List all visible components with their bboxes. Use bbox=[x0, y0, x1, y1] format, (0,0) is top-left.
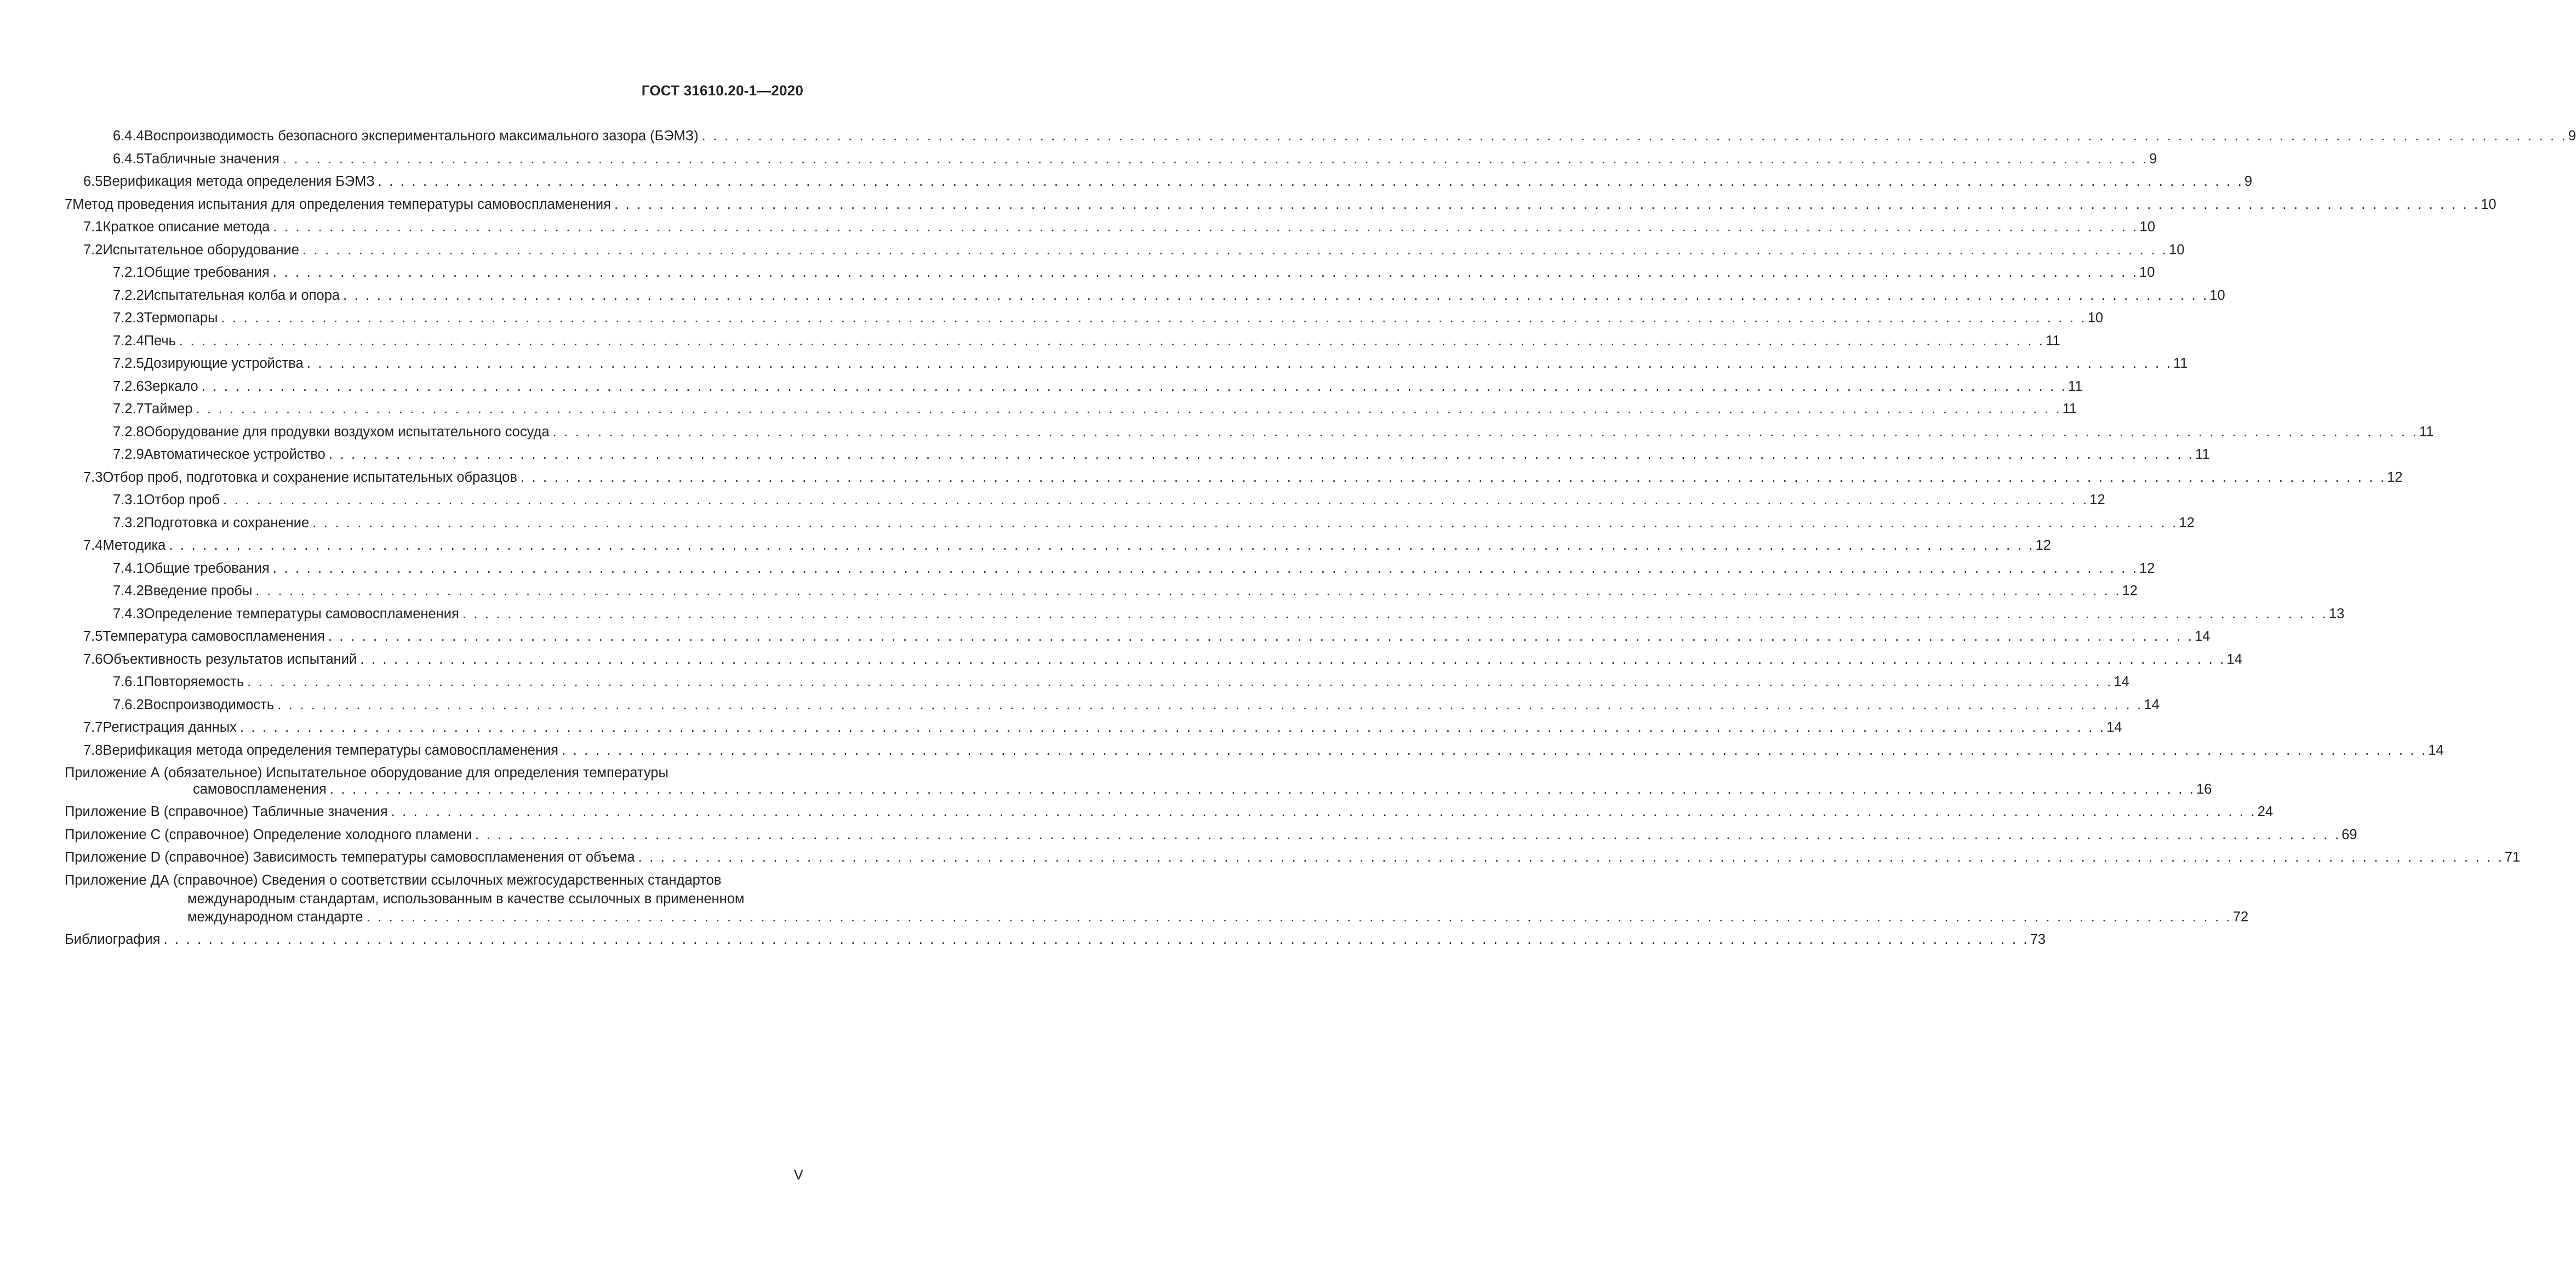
toc-page-number: 11 bbox=[2067, 378, 2083, 394]
toc-entry[interactable] bbox=[65, 694, 2160, 717]
toc-page-number: 14 bbox=[2428, 742, 2444, 758]
toc-entry[interactable] bbox=[65, 193, 2497, 216]
toc-entry-title: Отбор проб bbox=[144, 492, 220, 508]
toc-entry[interactable] bbox=[65, 534, 2051, 557]
toc-entry[interactable] bbox=[65, 352, 2188, 375]
toc-appendix-da[interactable] bbox=[65, 869, 2249, 926]
toc-entry-number: 7.6.1 bbox=[113, 674, 144, 690]
toc-appendix-d-title: Приложение D (справочное) Зависимость температуры самовоспламенения от объема bbox=[65, 850, 635, 865]
toc-leader-dots bbox=[378, 170, 2243, 193]
toc-page-number: 9 bbox=[2568, 128, 2576, 144]
toc-entry-number: 7.6 bbox=[83, 651, 103, 667]
toc-leader-dots bbox=[343, 284, 2208, 307]
toc-page-number: 10 bbox=[2209, 287, 2225, 303]
toc-entry-number: 7.3 bbox=[83, 469, 103, 485]
toc-entry[interactable] bbox=[65, 443, 2210, 466]
toc-page-number: 12 bbox=[2089, 492, 2105, 508]
toc-leader-dots bbox=[329, 443, 2194, 466]
toc-entry-title: Верификация метода определения температуры самовоспламенения bbox=[102, 742, 558, 758]
toc-page-number: 12 bbox=[2122, 583, 2138, 599]
toc-appendix-da-title-line3: международном стандарте bbox=[187, 909, 363, 925]
standard-code: ГОСТ 31610.20-1—2020 bbox=[641, 82, 803, 99]
toc-leader-dots bbox=[277, 694, 2143, 717]
toc-page-number: 10 bbox=[2139, 265, 2155, 280]
toc-appendix-da-title-line1: Приложение ДА (справочное) Сведения о соответствии ссылочных межгосударственных стандартов bbox=[65, 872, 722, 888]
toc-page-number: 24 bbox=[2257, 804, 2274, 819]
toc-leader-dots bbox=[638, 846, 2504, 869]
toc-page-number: 10 bbox=[2169, 242, 2185, 258]
toc-entry-title: Печь bbox=[144, 333, 176, 349]
toc-entry-title: Воспроизводимость безопасного экспериментального максимального зазора (БЭМЗ) bbox=[144, 128, 699, 144]
toc-leader-dots bbox=[240, 716, 2105, 739]
toc-entry-number: 6.4.4 bbox=[113, 128, 144, 144]
toc-entry[interactable] bbox=[65, 148, 2157, 171]
toc-entry-title: Краткое описание метода bbox=[102, 219, 270, 235]
toc-leader-dots bbox=[255, 580, 2121, 603]
toc-entry-title: Введение пробы bbox=[144, 583, 253, 599]
toc-entry-number: 7.6.2 bbox=[113, 697, 144, 713]
toc-page-number: 12 bbox=[2387, 469, 2403, 485]
toc-page-number: 10 bbox=[2481, 196, 2497, 212]
toc-entry-number: 6.4.5 bbox=[113, 151, 144, 167]
toc-entry-number: 7.2.1 bbox=[113, 265, 144, 280]
toc-entry-number: 7.2 bbox=[83, 242, 103, 258]
toc-page-number: 11 bbox=[2046, 333, 2060, 349]
toc-entry-number: 7.3.1 bbox=[113, 492, 144, 508]
toc-entry-number: 7 bbox=[65, 196, 73, 212]
page-number-roman: V bbox=[793, 1166, 803, 1183]
toc-page-number: 10 bbox=[2087, 310, 2104, 326]
toc-entry-title: Общие требования bbox=[144, 560, 270, 576]
toc-leader-dots bbox=[462, 603, 2328, 626]
toc-entry-number: 7.2.8 bbox=[113, 424, 144, 440]
toc-entry[interactable] bbox=[65, 421, 2434, 444]
toc-entry[interactable] bbox=[65, 580, 2138, 603]
toc-leader-dots bbox=[247, 671, 2112, 694]
toc-leader-dots bbox=[273, 557, 2138, 580]
toc-entry-title: Термопары bbox=[144, 310, 218, 326]
toc-leader-dots bbox=[614, 193, 2480, 216]
toc-entry[interactable] bbox=[65, 716, 2122, 739]
toc-leader-dots bbox=[169, 534, 2034, 557]
toc-entry-number: 7.2.7 bbox=[113, 401, 144, 417]
toc-entry[interactable] bbox=[65, 466, 2403, 489]
toc-appendix-a-title-line1: Приложение А (обязательное) Испытательное оборудование для определения температуры bbox=[65, 765, 669, 780]
toc-entry-title: Регистрация данных bbox=[102, 720, 237, 735]
toc-page-number: 72 bbox=[2232, 909, 2249, 925]
toc-page-number: 14 bbox=[2144, 697, 2160, 713]
toc-rows bbox=[65, 125, 2576, 762]
toc-entry-number: 7.2.9 bbox=[113, 447, 144, 462]
toc-leader-dots bbox=[391, 801, 2257, 824]
toc-entry-title: Испытательное оборудование bbox=[102, 242, 299, 258]
toc-leader-dots bbox=[475, 824, 2340, 847]
toc-entry-title: Объективность результатов испытаний bbox=[102, 651, 357, 667]
toc-appendix-a[interactable] bbox=[65, 762, 2212, 801]
toc-entry[interactable] bbox=[65, 170, 2253, 193]
toc-entry[interactable] bbox=[65, 671, 2129, 694]
toc-entry[interactable] bbox=[65, 216, 2156, 239]
toc-leader-dots bbox=[312, 512, 2178, 535]
toc-entry-number: 7.7 bbox=[83, 720, 103, 735]
toc-page-number: 71 bbox=[2504, 850, 2521, 865]
toc-leader-dots bbox=[553, 421, 2418, 444]
toc-entry-title: Зеркало bbox=[144, 378, 198, 394]
toc-entry-title: Таймер bbox=[144, 401, 193, 417]
toc-page-number: 14 bbox=[2106, 720, 2122, 735]
toc-entry-number: 7.4.2 bbox=[113, 583, 144, 599]
toc-page-number: 14 bbox=[2195, 629, 2211, 644]
toc-leader-dots bbox=[273, 216, 2138, 239]
toc-appendix-da-title-line2: международным стандартам, использованным в качестве ссылочных в примененном bbox=[187, 891, 745, 907]
toc-entry-title: Оборудование для продувки воздухом испытательного сосуда bbox=[144, 424, 550, 440]
toc-entry[interactable] bbox=[65, 261, 2155, 284]
toc-entry[interactable] bbox=[65, 125, 2576, 148]
toc-page-number: 73 bbox=[2030, 931, 2046, 947]
toc-leader-dots bbox=[328, 625, 2194, 648]
toc-page-number: 69 bbox=[2341, 827, 2357, 842]
toc-entry-title: Дозирующие устройства bbox=[144, 356, 304, 371]
toc-entry-number: 7.2.5 bbox=[113, 356, 144, 371]
toc-entry-title: Отбор проб, подготовка и сохранение испытательных образцов bbox=[102, 469, 517, 485]
toc-appendix-a-title-line2: самовоспламенения bbox=[193, 781, 327, 797]
toc-bibliography-title: Библиография bbox=[65, 931, 161, 947]
toc-appendix-b-title: Приложение В (справочное) Табличные значения bbox=[65, 804, 388, 819]
toc-entry[interactable] bbox=[65, 375, 2083, 398]
table-of-contents bbox=[65, 125, 2576, 951]
toc-leader-dots bbox=[360, 648, 2225, 671]
toc-entry[interactable] bbox=[65, 489, 2105, 512]
toc-entry-number: 6.5 bbox=[83, 174, 103, 189]
toc-leader-dots bbox=[562, 739, 2427, 762]
toc-entry[interactable] bbox=[65, 398, 2077, 421]
toc-entry-title: Температура самовоспламенения bbox=[102, 629, 325, 644]
toc-page-number: 9 bbox=[2244, 174, 2253, 189]
toc-entry-number: 7.3.2 bbox=[113, 515, 144, 531]
toc-entry-number: 7.1 bbox=[83, 219, 103, 235]
toc-page-number: 9 bbox=[2149, 151, 2157, 167]
toc-entry[interactable] bbox=[65, 739, 2444, 762]
toc-page-number: 12 bbox=[2035, 538, 2051, 553]
toc-entry-title: Метод проведения испытания для определения температуры самовоспламенения bbox=[72, 196, 611, 212]
toc-entry[interactable] bbox=[65, 330, 2060, 353]
toc-entry[interactable] bbox=[65, 557, 2155, 580]
toc-entry-title: Общие требования bbox=[144, 265, 270, 280]
toc-entry-number: 7.2.6 bbox=[113, 378, 144, 394]
toc-entry-title: Воспроизводимость bbox=[144, 697, 275, 713]
toc-entry-title: Методика bbox=[102, 538, 166, 553]
toc-entry-title: Повторяемость bbox=[144, 674, 244, 690]
toc-page-number: 16 bbox=[2196, 781, 2212, 797]
toc-entry[interactable] bbox=[65, 239, 2185, 262]
toc-appendix-b[interactable] bbox=[65, 801, 2274, 824]
toc-leader-dots bbox=[179, 330, 2044, 353]
toc-entry-title: Подготовка и сохранение bbox=[144, 515, 310, 531]
toc-page-number: 13 bbox=[2329, 606, 2345, 622]
toc-page-number: 12 bbox=[2179, 515, 2195, 531]
toc-page-number: 12 bbox=[2139, 560, 2155, 576]
toc-leader-dots bbox=[163, 928, 2029, 951]
toc-page-number: 14 bbox=[2114, 674, 2129, 690]
toc-leader-dots bbox=[330, 778, 2195, 801]
toc-page-number: 14 bbox=[2226, 651, 2242, 667]
toc-bibliography[interactable] bbox=[65, 928, 2046, 951]
toc-entry-title: Испытательная колба и опора bbox=[144, 287, 340, 303]
toc-entry[interactable] bbox=[65, 648, 2242, 671]
toc-entry-title: Определение температуры самовоспламенения bbox=[144, 606, 459, 622]
toc-entry-number: 7.4 bbox=[83, 538, 103, 553]
toc-page-number: 10 bbox=[2139, 219, 2156, 235]
toc-entry-number: 7.8 bbox=[83, 742, 103, 758]
toc-page-number: 11 bbox=[2062, 401, 2077, 417]
toc-entry-number: 7.4.3 bbox=[113, 606, 144, 622]
toc-page-number: 11 bbox=[2419, 424, 2434, 440]
toc-leader-dots bbox=[302, 239, 2168, 262]
toc-appendix-c[interactable] bbox=[65, 824, 2357, 847]
toc-leader-dots bbox=[196, 398, 2061, 421]
toc-appendix-c-title: Приложение С (справочное) Определение холодного пламени bbox=[65, 827, 472, 842]
toc-entry[interactable] bbox=[65, 512, 2195, 535]
toc-appendix-d[interactable] bbox=[65, 846, 2521, 869]
toc-leader-dots bbox=[283, 148, 2148, 171]
toc-leader-dots bbox=[223, 489, 2088, 512]
toc-entry[interactable] bbox=[65, 625, 2211, 648]
toc-leader-dots bbox=[307, 352, 2172, 375]
toc-entry[interactable] bbox=[65, 603, 2345, 626]
toc-entry-number: 7.2.4 bbox=[113, 333, 144, 349]
toc-page-number: 11 bbox=[2173, 356, 2188, 371]
toc-leader-dots bbox=[202, 375, 2067, 398]
toc-leader-dots bbox=[221, 307, 2086, 330]
toc-leader-dots bbox=[521, 466, 2386, 489]
toc-entry-number: 7.5 bbox=[83, 629, 103, 644]
toc-entry-title: Верификация метода определения БЭМЗ bbox=[102, 174, 375, 189]
toc-entry-number: 7.2.3 bbox=[113, 310, 144, 326]
toc-leader-dots bbox=[702, 125, 2567, 148]
toc-leader-dots bbox=[367, 908, 2232, 926]
toc-entry-number: 7.4.1 bbox=[113, 560, 144, 576]
toc-leader-dots bbox=[273, 261, 2138, 284]
toc-entry-number: 7.2.2 bbox=[113, 287, 144, 303]
toc-entry-title: Табличные значения bbox=[144, 151, 279, 167]
toc-entry[interactable] bbox=[65, 284, 2225, 307]
toc-entry-title: Автоматическое устройство bbox=[144, 447, 325, 462]
toc-entry[interactable] bbox=[65, 307, 2104, 330]
toc-page-number: 11 bbox=[2195, 447, 2210, 462]
